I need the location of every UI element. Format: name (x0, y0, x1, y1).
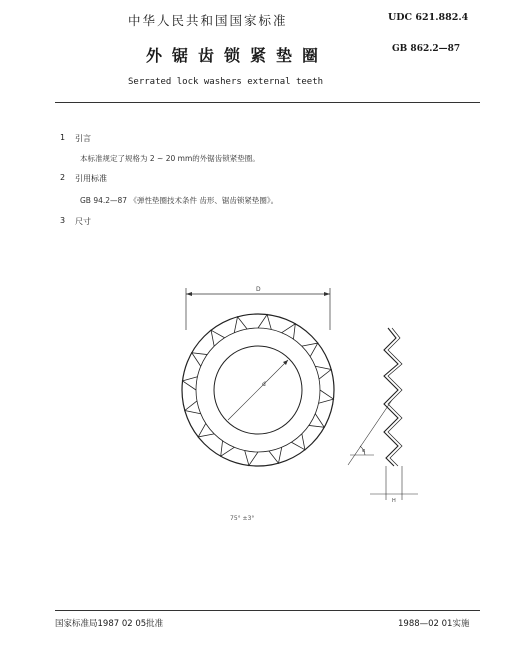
section-title: 尺寸 (75, 217, 91, 226)
washer-tooth (258, 315, 271, 330)
dimension-arrow (186, 292, 192, 296)
washer-tooth (319, 390, 334, 403)
washer-tooth (198, 423, 214, 436)
dimension-line-inner (228, 360, 288, 420)
washer-tooth (282, 324, 296, 339)
washer-tooth (192, 353, 207, 367)
section-body: GB 94.2—87 《弹性垫圈技术条件 齿形、锯齿锁紧垫圈》。 (80, 196, 279, 205)
approval-info: 国家标准局1987 02 05批准 (55, 619, 164, 629)
washer-drawing (170, 280, 440, 530)
section-number: 2 (60, 173, 66, 182)
header-rule (55, 102, 480, 103)
document-title-english: Serrated lock washers external teeth (128, 77, 324, 87)
figure-caption: 75° ±3° (230, 515, 255, 522)
footer-rule (55, 610, 480, 611)
angle-label: α (362, 448, 366, 454)
dimension-label-outer: D (256, 286, 261, 293)
dimension-label-inner: d (262, 381, 266, 388)
washer-tooth (309, 414, 324, 428)
implementation-info: 1988—02 01实施 (398, 619, 470, 629)
section-number: 1 (60, 133, 66, 142)
washer-tooth (291, 434, 304, 450)
section-body: 本标准规定了规格为 2 ~ 20 mm的外锯齿锁紧垫圈。 (80, 154, 260, 163)
washer-side-view (384, 328, 398, 466)
dimension-arrow (324, 292, 330, 296)
washer-tooth (183, 377, 198, 390)
washer-tooth (211, 330, 224, 346)
standard-number: GB 862.2—87 (392, 44, 461, 54)
washer-side-view-inner (388, 328, 402, 466)
section-number: 3 (60, 216, 66, 225)
document-title: 外锯齿锁紧垫圈 (146, 46, 329, 65)
issuer-header: 中华人民共和国国家标准 (128, 13, 288, 28)
section-title: 引用标准 (75, 174, 107, 183)
washer-tooth (221, 441, 235, 456)
washer-tooth (302, 343, 318, 356)
udc-code: UDC 621.882.4 (388, 12, 469, 23)
dimension-label-thickness: H (392, 498, 396, 504)
section-title: 引言 (75, 134, 91, 143)
washer-tooth (245, 451, 258, 466)
